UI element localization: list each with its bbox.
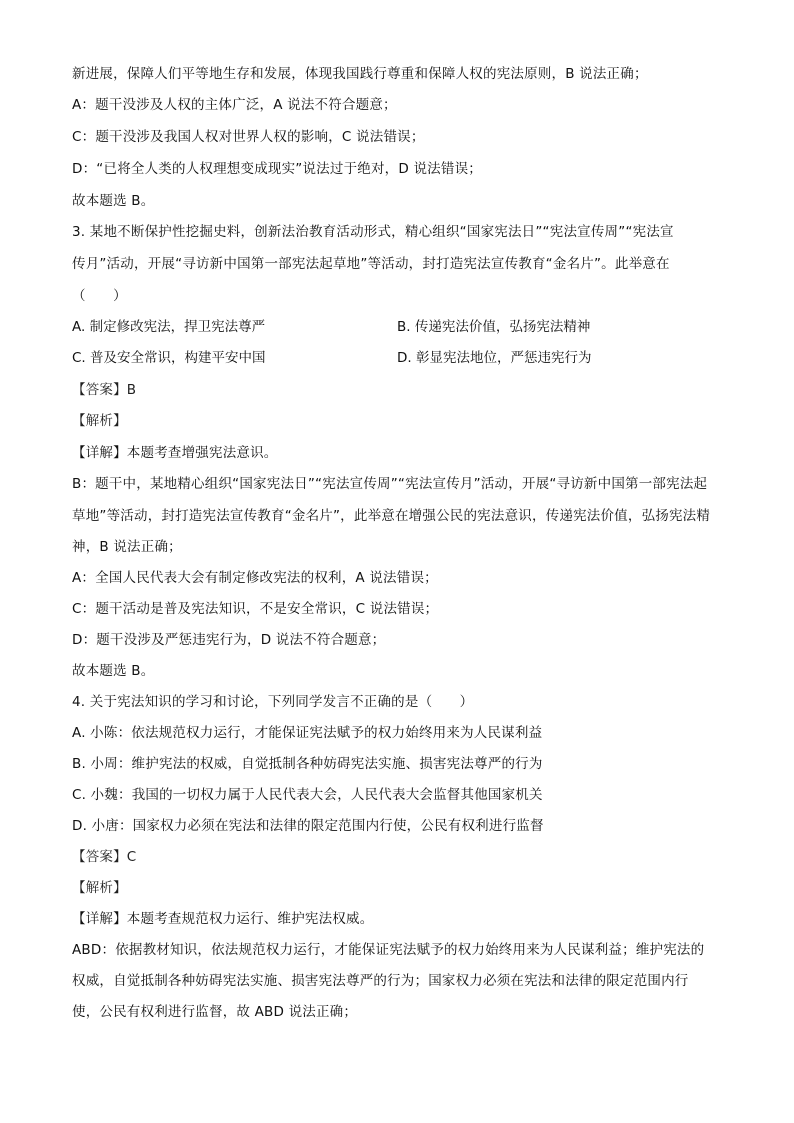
text-line: 使，公民有权利进行监督，故 ABD 说法正确； [72,1004,358,1020]
question-4-detail: 【详解】本题考查规范权力运行、维护宪法权威。 [72,911,374,927]
option-b: B. 传递宪法价值，弘扬宪法精神 [397,319,591,335]
question-3-detail: 【详解】本题考查增强宪法意识。 [72,445,278,461]
text-line: B：题干中，某地精心组织“国家宪法日”“宪法宣传周”“宪法宣传月”活动，开展“寻访新中国第一部宪法起 [72,476,708,492]
text-line: 故本题选 B。 [72,193,155,209]
option-d: D. 彰显宪法地位，严惩违宪行为 [397,350,592,366]
text-line: A：题干没涉及人权的主体广泛，A 说法不符合题意； [72,97,397,113]
text-line: ABD：依据教材知识，依法规范权力运行，才能保证宪法赋予的权力始终用来为人民谋利益；维护宪法的 [72,942,705,958]
question-3-stem: 3. 某地不断保护性挖掘史料，创新法治教育活动形式，精心组织“国家宪法日”“宪法宣传周”“宪法宣 [72,224,674,240]
text-line: D：题干没涉及严惩违宪行为，D 说法不符合题意； [72,632,386,648]
text-line: C：题干活动是普及宪法知识，不是安全常识，C 说法错误； [72,601,439,617]
text-line: 故本题选 B。 [72,663,155,679]
question-4-answer: 【答案】C [72,849,137,865]
question-3-analysis: 【解析】 [72,413,127,429]
text-line: A：全国人民代表大会有制定修改宪法的权利，A 说法错误； [72,570,438,586]
option-d: D. 小唐：国家权力必须在宪法和法律的限定范围内行使，公民有权利进行监督 [72,818,544,834]
question-4-stem: 4. 关于宪法知识的学习和讨论，下列同学发言不正确的是（ ） [72,694,474,710]
text-line: 权威，自觉抵制各种妨碍宪法实施、损害宪法尊严的行为；国家权力必须在宪法和法律的限定范围内行 [72,973,689,989]
text-line: 神，B 说法正确； [72,539,182,555]
text-line: 新进展，保障人们平等地生存和发展，体现我国践行尊重和保障人权的宪法原则，B 说法正确； [72,66,648,82]
text-line: D：“已将全人类的人权理想变成现实”说法过于绝对，D 说法错误； [72,161,482,177]
question-3-answer: 【答案】B [72,382,137,398]
option-a: A. 小陈：依法规范权力运行，才能保证宪法赋予的权力始终用来为人民谋利益 [72,725,543,741]
question-4-analysis: 【解析】 [72,880,127,896]
option-c: C. 小魏：我国的一切权力属于人民代表大会，人民代表大会监督其他国家机关 [72,787,543,803]
option-b: B. 小周：维护宪法的权威，自觉抵制各种妨碍宪法实施、损害宪法尊严的行为 [72,756,543,772]
question-3-blank: （ ） [72,288,127,304]
option-c: C. 普及安全常识，构建平安中国 [72,350,266,366]
text-line: 草地”等活动，封打造宪法宣传教育“金名片”，此举意在增强公民的宪法意识，传递宪法价值，弘扬宪法精 [72,508,711,524]
option-a: A. 制定修改宪法，捍卫宪法尊严 [72,319,266,335]
text-line: C：题干没涉及我国人权对世界人权的影响，C 说法错误； [72,129,425,145]
question-3-stem-cont: 传月”活动，开展“寻访新中国第一部宪法起草地”等活动，封打造宪法宣传教育“金名片”。此举意在 [72,256,670,272]
